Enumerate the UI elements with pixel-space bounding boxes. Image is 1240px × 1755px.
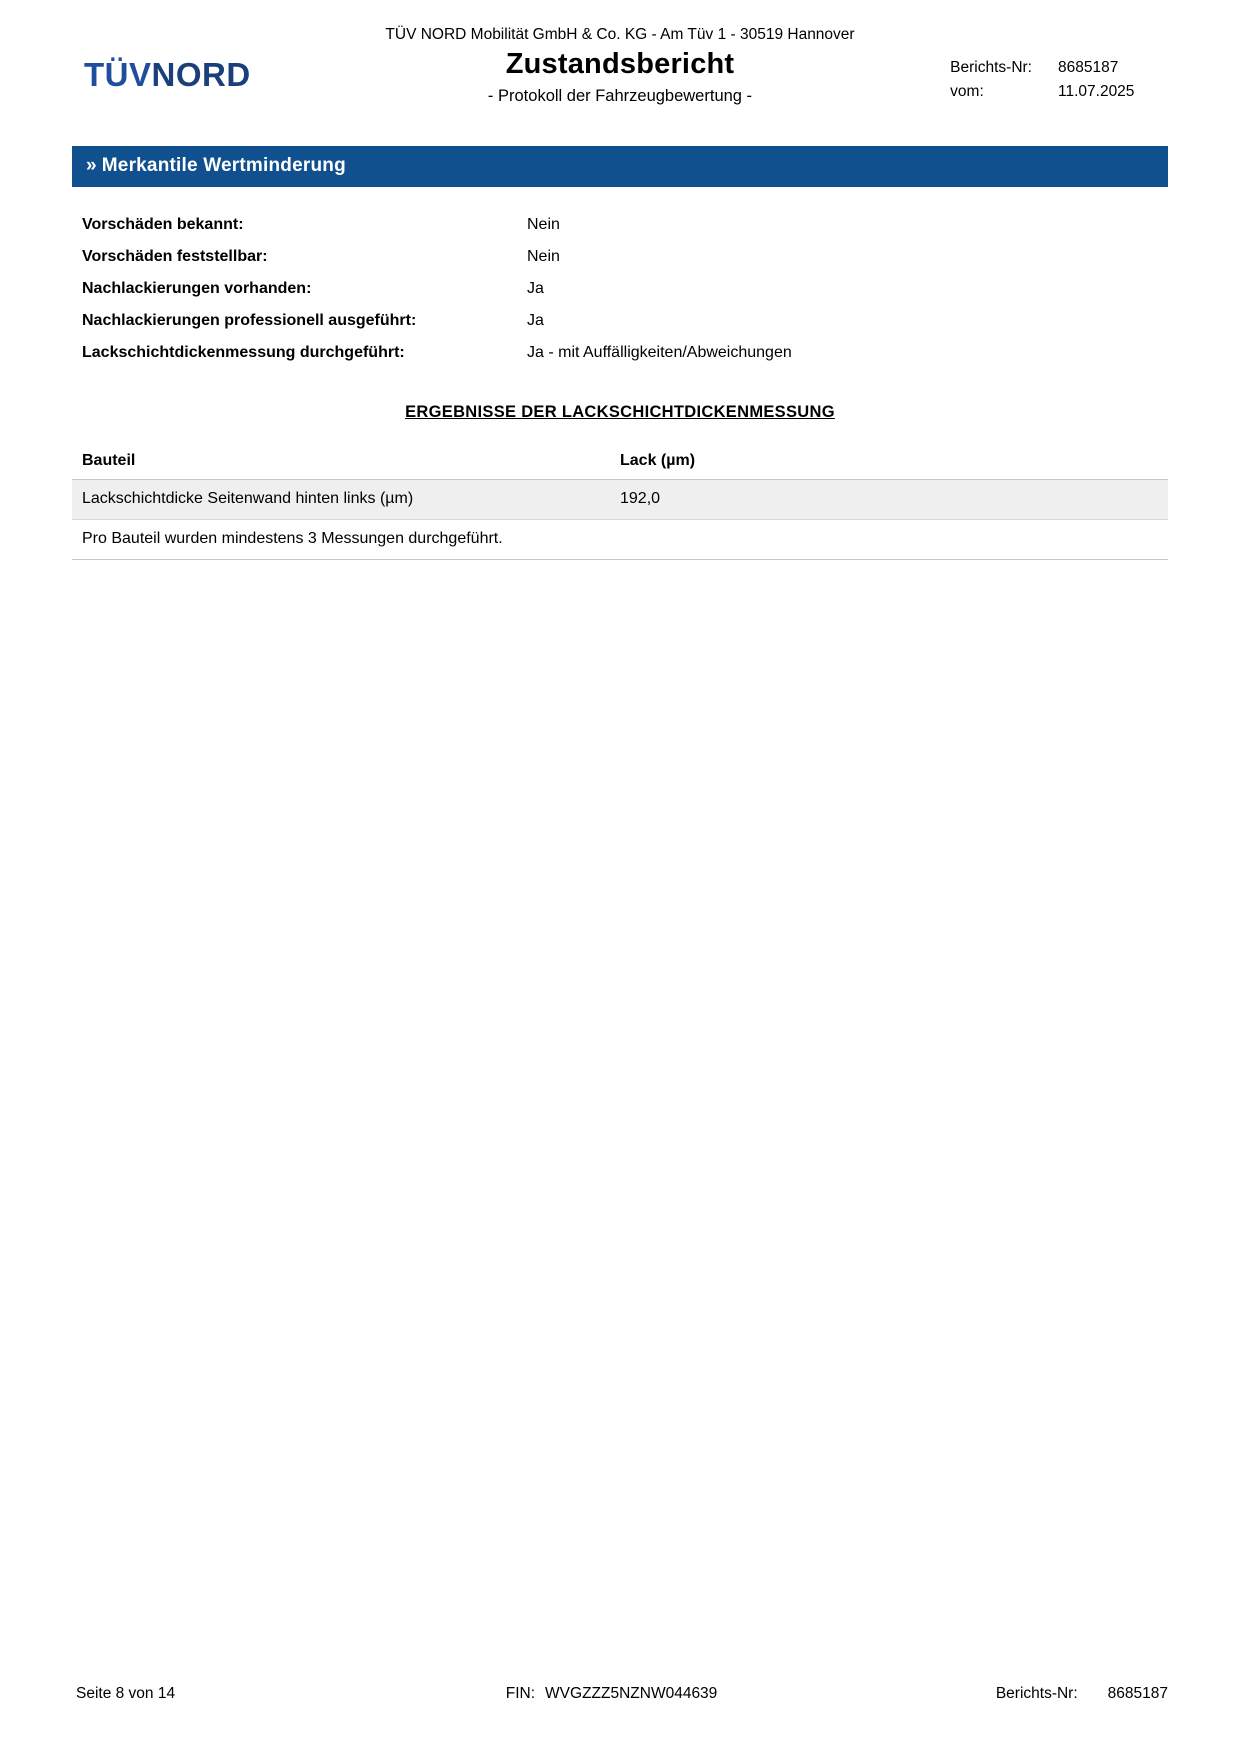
company-address-line: TÜV NORD Mobilität GmbH & Co. KG - Am Tüv 1 - 30519 Hannover	[385, 26, 855, 43]
field-label: Vorschäden bekannt:	[82, 216, 244, 233]
document-content	[0, 146, 1240, 560]
logo-tuv-text: TÜV	[84, 56, 152, 93]
footer-report-number	[996, 1685, 1168, 1703]
measurement-results-heading: ERGEBNISSE DER LACKSCHICHTDICKENMESSUNG	[405, 403, 835, 421]
footer-fin-label: FIN:	[505, 1685, 536, 1702]
table-row	[72, 480, 1168, 520]
field-row	[72, 337, 1168, 369]
footer-report-number-label: Berichts-Nr:	[995, 1685, 1078, 1702]
field-label: Lackschichtdickenmessung durchgeführt:	[82, 344, 405, 361]
table-header-row	[72, 448, 1168, 480]
field-row	[72, 305, 1168, 337]
field-value: Nein	[527, 216, 560, 233]
page-title: Zustandsbericht	[505, 48, 735, 80]
footer-fin-value: WVGZZZ5NZNW044639	[545, 1685, 718, 1702]
footer-fin	[506, 1685, 718, 1703]
column-header-bauteil: Bauteil	[72, 448, 620, 480]
page-subtitle: - Protokoll der Fahrzeugbewertung -	[487, 87, 753, 106]
footer-report-number-value: 8685187	[1107, 1685, 1168, 1702]
report-date-label: vom:	[950, 83, 984, 101]
field-row	[72, 209, 1168, 241]
field-label: Nachlackierungen vorhanden:	[82, 280, 312, 297]
section-title: Merkantile Wertminderung	[101, 155, 346, 176]
field-value: Ja - mit Auffälligkeiten/Abweichungen	[527, 344, 792, 361]
report-number-row	[950, 56, 1168, 80]
report-number-label: Berichts-Nr:	[950, 59, 1032, 76]
field-label: Vorschäden feststellbar:	[82, 248, 268, 265]
logo-nord-text: NORD	[151, 56, 251, 93]
field-label: Nachlackierungen professionell ausgeführt:	[82, 312, 417, 329]
field-list	[72, 209, 1168, 369]
report-number-value: 8685187	[1058, 59, 1119, 76]
report-date-value: 11.07.2025	[1058, 83, 1135, 101]
field-row	[72, 273, 1168, 305]
footer-page-number: Seite 8 von 14	[76, 1685, 176, 1702]
field-row	[72, 241, 1168, 273]
report-date-row	[950, 80, 1168, 104]
table-note-row	[72, 520, 1168, 560]
chevron-right-icon: »	[86, 155, 97, 176]
cell-lack: 192,0	[620, 480, 1168, 520]
field-value: Nein	[527, 248, 560, 265]
field-value: Ja	[527, 312, 544, 329]
document-footer	[0, 1685, 1240, 1707]
measurement-note: Pro Bauteil wurden mindestens 3 Messungen durchgeführt.	[72, 520, 1168, 560]
measurement-table	[72, 448, 1168, 560]
report-meta	[950, 56, 1168, 104]
column-header-lack: Lack (µm)	[620, 448, 1168, 480]
section-header-merkantile-wertminderung	[72, 146, 1168, 187]
field-value: Ja	[527, 280, 544, 297]
document-header	[0, 0, 1240, 120]
cell-bauteil: Lackschichtdicke Seitenwand hinten links (µm)	[72, 480, 620, 520]
